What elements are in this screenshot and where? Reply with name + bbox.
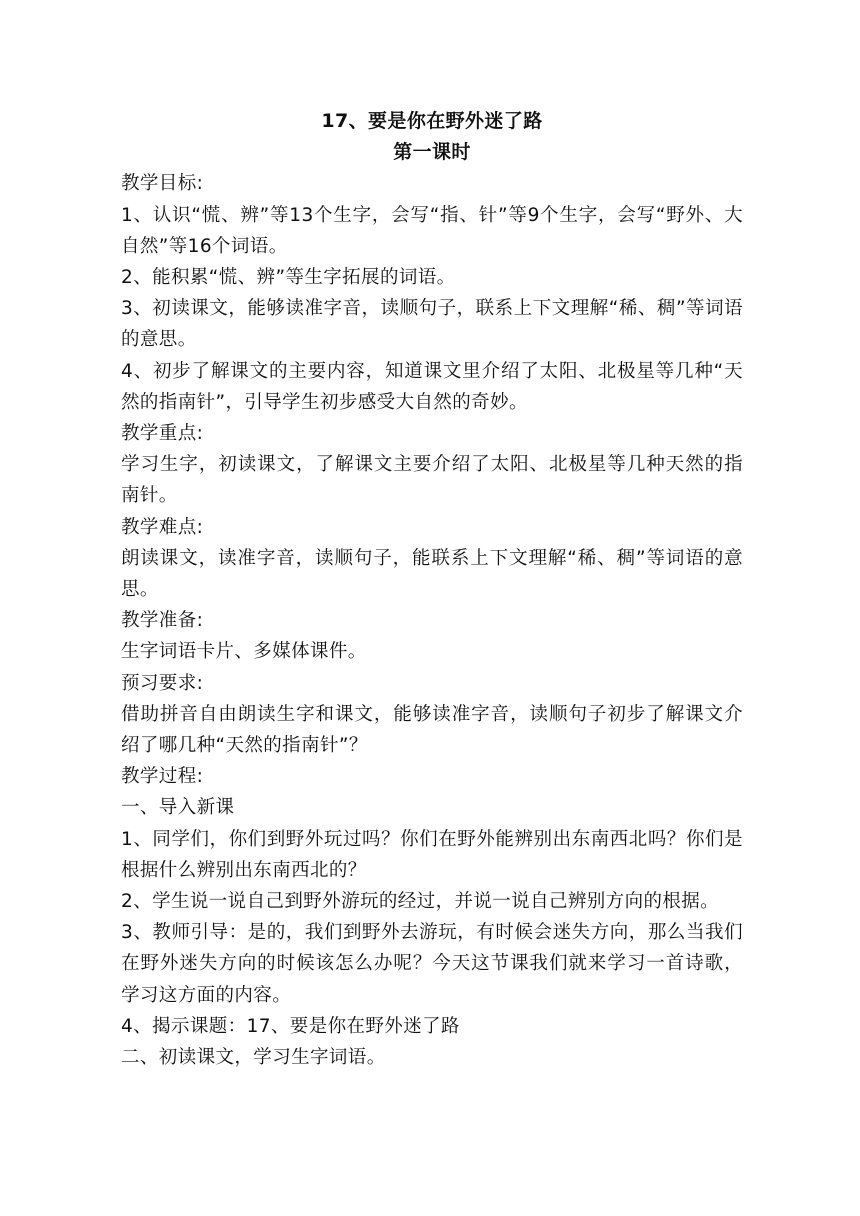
section-first-reading: 二、初读课文，学习生字词语。: [121, 1047, 386, 1069]
lesson-subtitle: 第一课时: [393, 141, 471, 164]
heading-objectives: 教学目标:: [121, 173, 204, 195]
process-step-4: 4、揭示课题：17、要是你在野外迷了路: [121, 1015, 460, 1037]
document-body: [121, 106, 743, 1073]
heading-process: 教学过程:: [121, 766, 204, 788]
objective-1: 1、认识“慌、辨”等13个生字，会写“指、针”等9个生字，会写“野外、大自然”等16个词语。: [121, 204, 743, 257]
objective-3: 3、初读课文，能够读准字音，读顺句子，联系上下文理解“稀、稠”等词语的意思。: [121, 298, 743, 351]
preview-text: 借助拼音自由朗读生字和课文，能够读准字音，读顺句子初步了解课文介绍了哪几种“天然的指南针”？: [121, 703, 743, 757]
objective-2: 2、能积累“慌、辨”等生字拓展的词语。: [121, 267, 456, 289]
preparation-text: 生字词语卡片、多媒体课件。: [121, 641, 367, 663]
key-points-text: 学习生字，初读课文，了解课文主要介绍了太阳、北极星等几种天然的指南针。: [121, 454, 743, 507]
process-step-1: 1、同学们，你们到野外玩过吗？你们在野外能辨别出东南西北吗？你们是根据什么辨别出东南西北的？: [121, 828, 743, 881]
objective-4: 4、初步了解课文的主要内容，知道课文里介绍了太阳、北极星等几种“天然的指南针”，引导学生初步感受大自然的奇妙。: [121, 360, 743, 413]
process-step-3: 3、教师引导：是的，我们到野外去游玩，有时候会迷失方向，那么当我们在野外迷失方向的时候该怎么办呢？今天这节课我们就来学习一首诗歌，学习这方面的内容。: [121, 922, 743, 1006]
heading-preview: 预习要求:: [121, 672, 204, 694]
heading-key-points: 教学重点:: [121, 423, 204, 445]
heading-preparation: 教学准备:: [121, 610, 204, 632]
lesson-title: 17、要是你在野外迷了路: [321, 110, 543, 132]
process-step-2: 2、学生说一说自己到野外游玩的经过，并说一说自己辨别方向的根据。: [121, 891, 720, 913]
section-introduction: 一、导入新课: [121, 797, 235, 819]
heading-difficulties: 教学难点:: [121, 516, 204, 538]
difficulties-text: 朗读课文，读准字音，读顺句子，能联系上下文理解“稀、稠”等词语的意思。: [121, 547, 743, 601]
